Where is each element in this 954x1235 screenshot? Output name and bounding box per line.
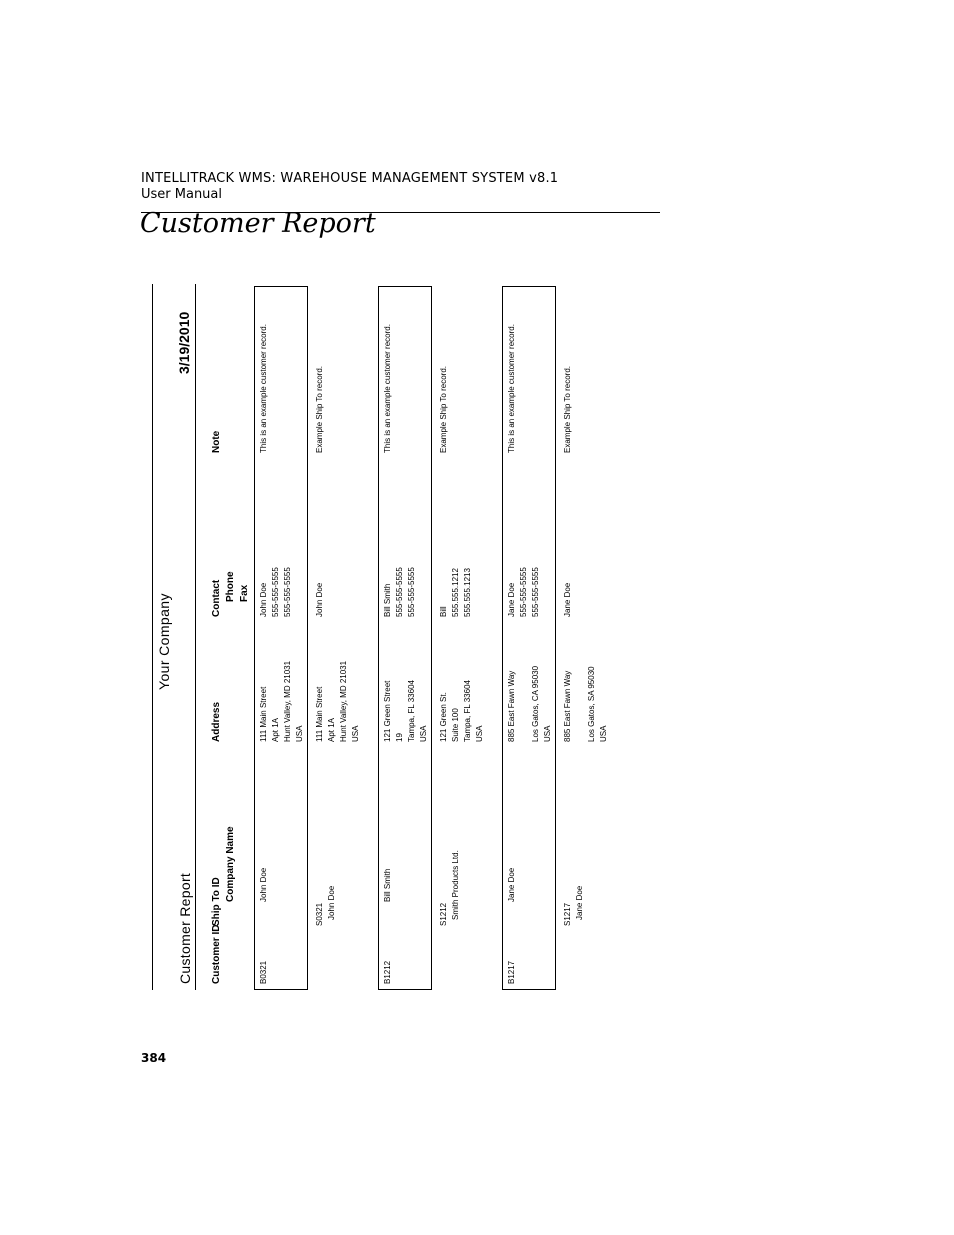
customer-contact: John Doe 555-555-5555 555-555-5555 <box>259 567 292 617</box>
report-header-rule <box>195 284 196 990</box>
report-date: 3/19/2010 <box>176 311 192 374</box>
customer-note: This is an example customer record. <box>259 324 268 453</box>
manual-label: User Manual <box>141 187 223 202</box>
report-company: Your Company <box>156 593 172 690</box>
col-fax: Fax <box>239 584 250 602</box>
customer-contact: Bill Smith 555-555-5555 555-555-5555 <box>383 567 416 617</box>
ship-to-contact: Jane Doe <box>563 582 572 617</box>
col-address: Address <box>211 701 222 742</box>
ship-to-contact: John Doe <box>315 582 324 617</box>
customer-address: 121 Green Street 19 Tampa, FL 33604 USA <box>383 680 428 742</box>
customer-id: B0321 <box>259 960 268 984</box>
customer-note: This is an example customer record. <box>507 324 516 453</box>
page-number: 384 <box>141 1051 167 1065</box>
customer-report <box>150 280 620 990</box>
product-title: INTELLITRACK WMS: WAREHOUSE MANAGEMENT SYSTEM v8.1 <box>141 171 559 186</box>
col-phone: Phone <box>225 571 236 602</box>
running-header <box>141 171 558 203</box>
ship-to-address: 885 East Fawn Way Los Gatos, SA 95030 USA <box>563 666 608 742</box>
ship-to-contact: Bill 555.555.1212 555.555.1213 <box>439 568 472 617</box>
col-note: Note <box>211 430 222 453</box>
customer-address: 885 East Fawn Way Los Gatos, CA 95030 USA <box>507 665 552 742</box>
col-customer-id: Customer ID <box>211 924 222 984</box>
customer-address: 111 Main Street Apt 1A Hunt Valley, MD 21031 USA <box>259 660 304 742</box>
customer-company: Jane Doe <box>507 867 516 902</box>
ship-to-id-and-company: S1212 Smith Products Ltd. <box>439 850 460 926</box>
customer-id: B1217 <box>507 960 516 984</box>
col-ship-to-id: Ship To ID <box>211 877 222 926</box>
customer-company: Bill Smith <box>383 868 392 902</box>
customer-contact: Jane Doe 555-555-5555 555-555-5555 <box>507 567 540 617</box>
col-contact: Contact <box>211 579 222 617</box>
ship-to-id-and-company: S1217 Jane Doe <box>563 885 584 926</box>
ship-to-address: 121 Green St. Suite 100 Tampa, FL 33604 USA <box>439 680 484 742</box>
ship-to-note: Example Ship To record. <box>563 365 572 453</box>
ship-to-note: Example Ship To record. <box>439 365 448 453</box>
customer-note: This is an example customer record. <box>383 324 392 453</box>
customer-id: B1212 <box>383 960 392 984</box>
ship-to-note: Example Ship To record. <box>315 365 324 453</box>
section-title: Customer Report <box>140 208 376 239</box>
col-company-name: Company Name <box>225 826 236 902</box>
ship-to-address: 111 Main Street Apt 1A Hunt Valley, MD 21031 USA <box>315 660 360 742</box>
report-top-rule <box>152 284 153 990</box>
customer-company: John Doe <box>259 867 268 902</box>
ship-to-id-and-company: S0321 John Doe <box>315 885 336 926</box>
report-title: Customer Report <box>177 872 193 984</box>
report-image <box>150 280 620 990</box>
